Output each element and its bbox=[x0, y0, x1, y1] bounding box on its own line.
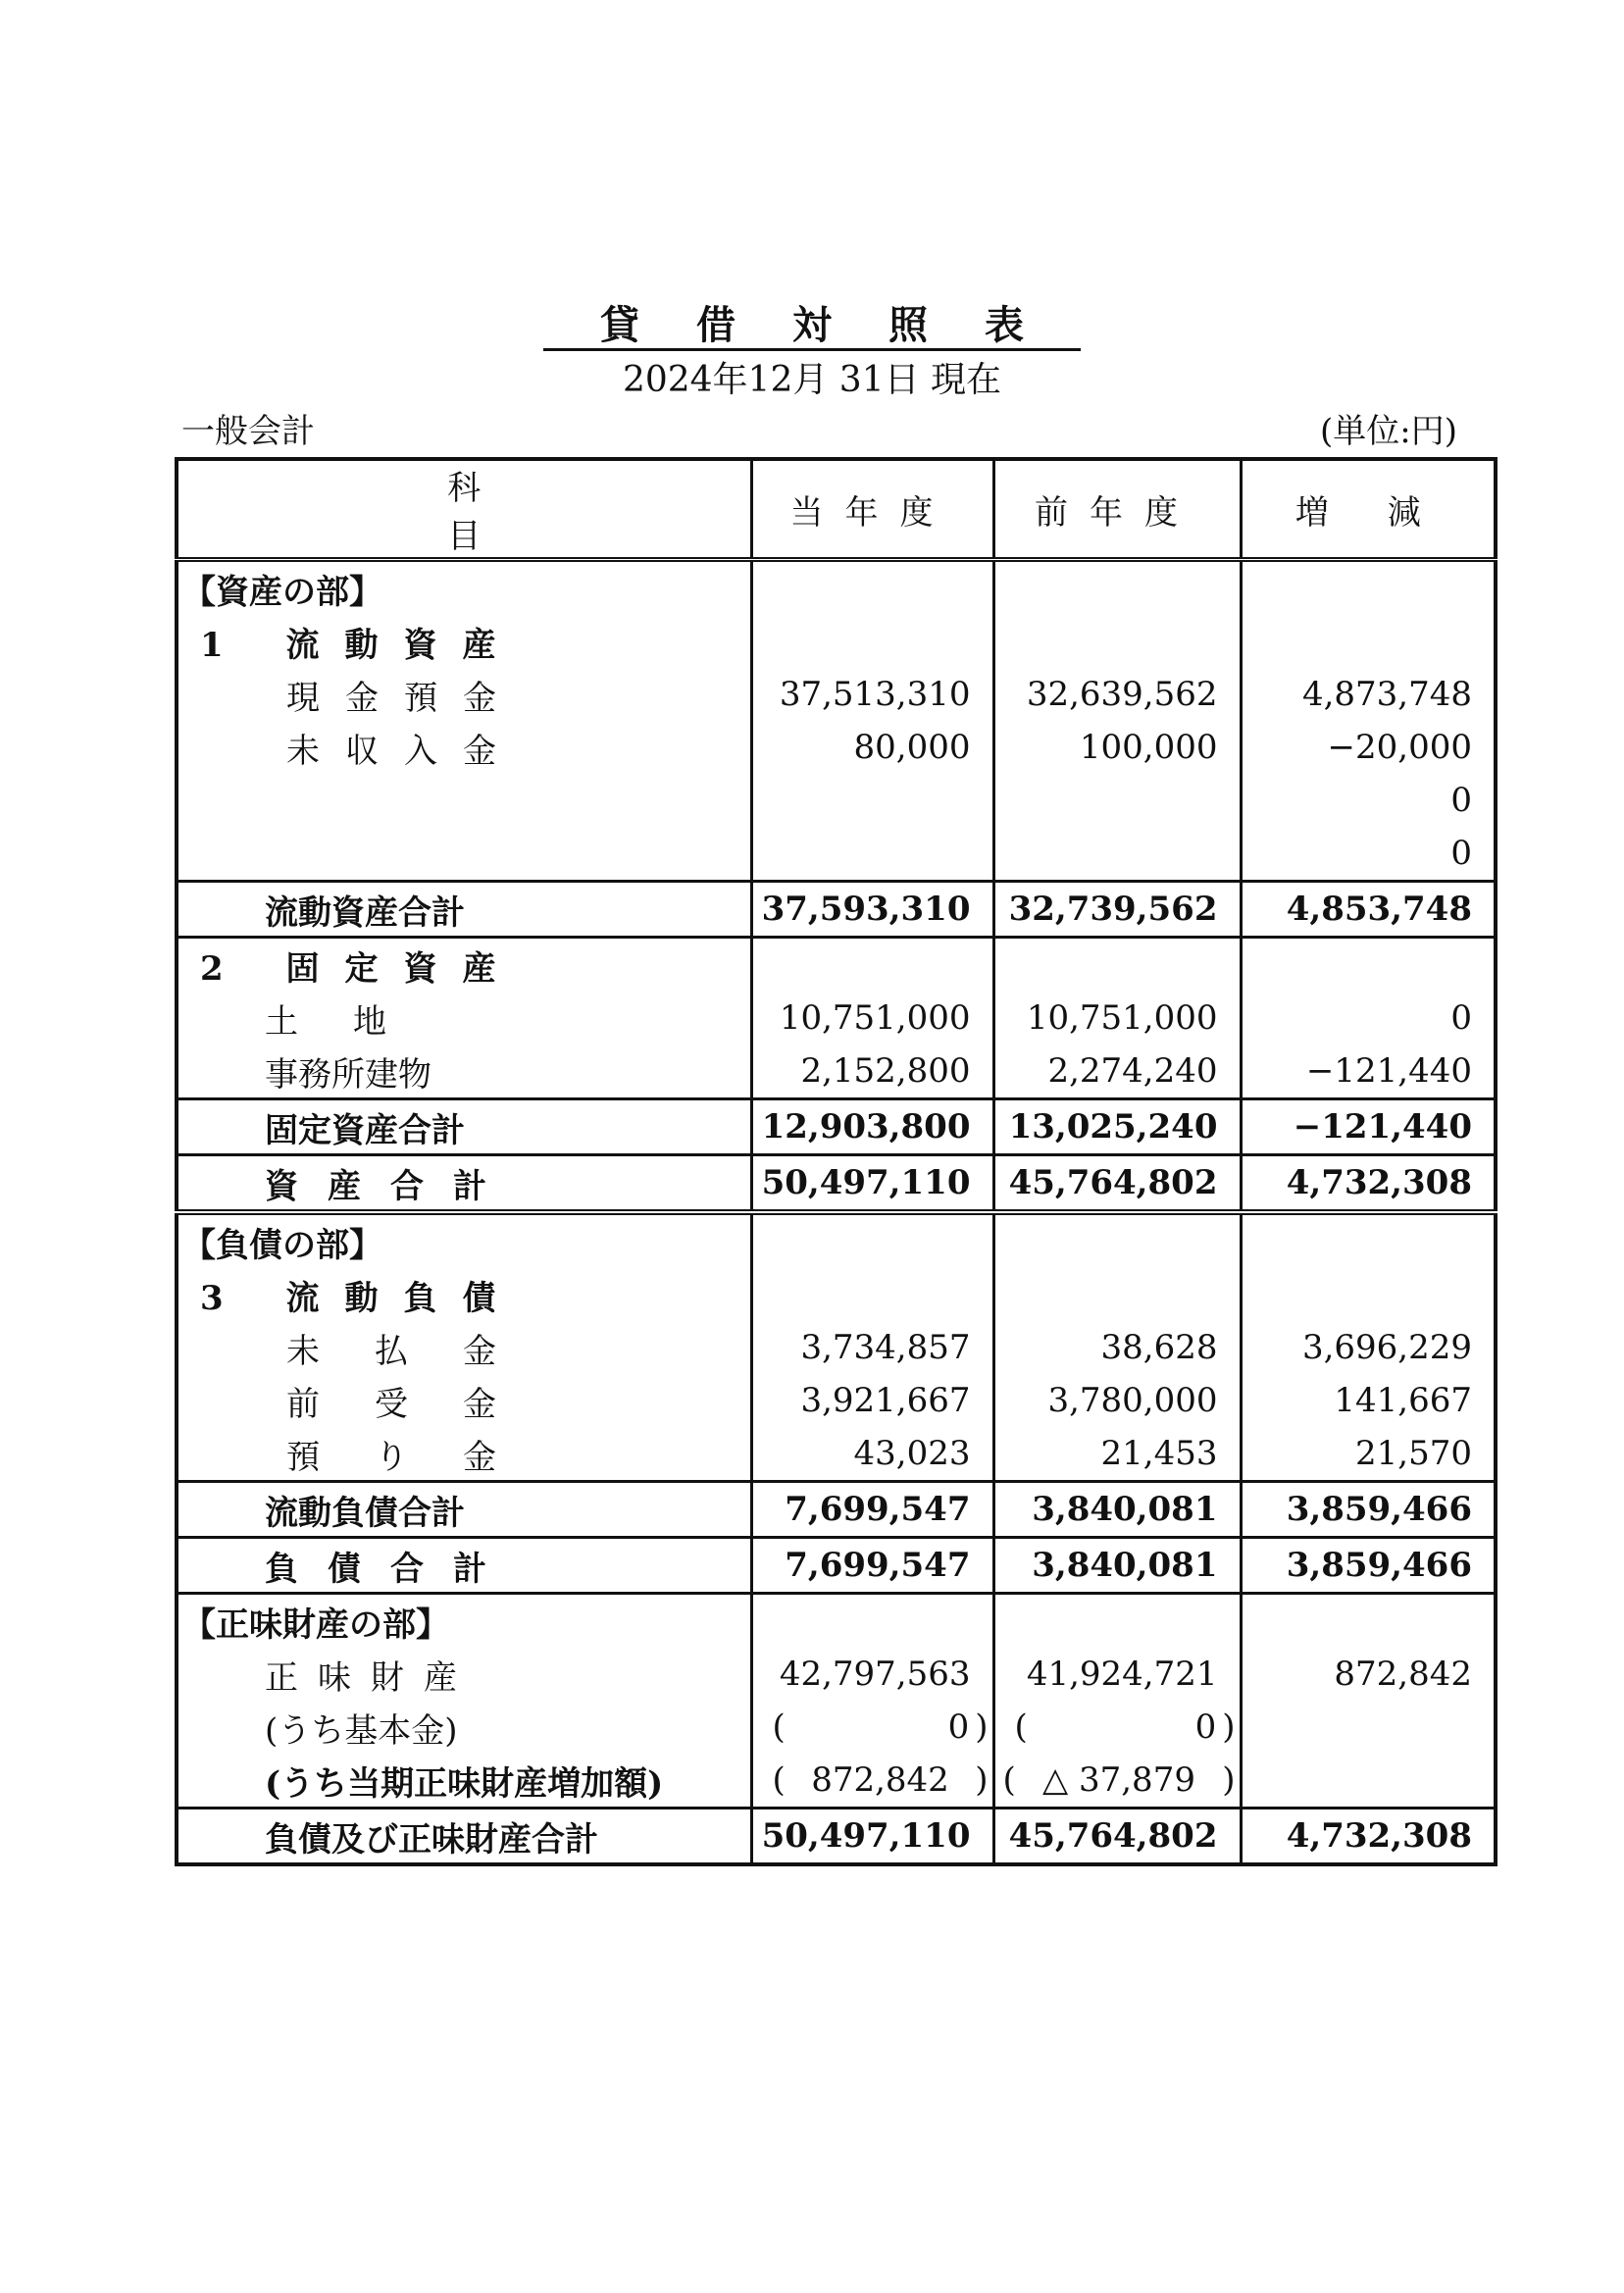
group-label-current-assets: 1 流動資産 bbox=[177, 615, 751, 668]
previous-value: ( 0 ) bbox=[993, 1701, 1241, 1754]
item-name bbox=[177, 774, 751, 827]
column-header-current: 当年度 bbox=[751, 459, 993, 560]
previous-value: 3,840,081 bbox=[993, 1482, 1241, 1538]
table-header-row bbox=[177, 459, 1496, 560]
table-row bbox=[177, 827, 1496, 882]
group-row bbox=[177, 938, 1496, 993]
change-value: 4,732,308 bbox=[1241, 1809, 1496, 1865]
grand-total-row bbox=[177, 1809, 1496, 1865]
table-row bbox=[177, 1648, 1496, 1701]
item-name: 事務所建物 bbox=[177, 1045, 751, 1099]
current-value: 7,699,547 bbox=[751, 1538, 993, 1594]
subtotal-label: 流動負債合計 bbox=[177, 1482, 751, 1538]
previous-value: 41,924,721 bbox=[993, 1648, 1241, 1701]
change-value: 4,732,308 bbox=[1241, 1155, 1496, 1213]
table-row bbox=[177, 668, 1496, 721]
previous-value: 21,453 bbox=[993, 1427, 1241, 1482]
document-title: 貸借対照表 bbox=[0, 301, 1624, 351]
column-header-item: 科目 bbox=[177, 459, 751, 560]
change-value: −121,440 bbox=[1241, 1099, 1496, 1155]
current-value: 43,023 bbox=[751, 1427, 993, 1482]
current-value: ( 872,842 ) bbox=[751, 1754, 993, 1809]
previous-value: 13,025,240 bbox=[993, 1099, 1241, 1155]
subtotal-label: 固定資産合計 bbox=[177, 1099, 751, 1155]
item-name: 預り金 bbox=[177, 1427, 751, 1482]
current-value: 3,921,667 bbox=[751, 1374, 993, 1427]
report-date: 2024年12月 31日 現在 bbox=[622, 360, 1002, 400]
column-header-previous: 前年度 bbox=[993, 459, 1241, 560]
total-row bbox=[177, 1155, 1496, 1213]
group-row bbox=[177, 615, 1496, 668]
item-name: (うち当期正味財産増加額) bbox=[177, 1754, 751, 1809]
table-row bbox=[177, 1427, 1496, 1482]
table-row bbox=[177, 774, 1496, 827]
table-row bbox=[177, 1045, 1496, 1099]
previous-value: 2,274,240 bbox=[993, 1045, 1241, 1099]
section-label-net-assets: 【正味財産の部】 bbox=[177, 1594, 751, 1649]
balance-sheet-table bbox=[175, 457, 1497, 1866]
current-value: 50,497,110 bbox=[751, 1809, 993, 1865]
total-label: 資産合計 bbox=[177, 1155, 751, 1213]
table-row bbox=[177, 992, 1496, 1045]
current-value: 10,751,000 bbox=[751, 992, 993, 1045]
table-row bbox=[177, 1701, 1496, 1754]
current-value: 80,000 bbox=[751, 721, 993, 774]
current-value bbox=[751, 774, 993, 827]
previous-value: 10,751,000 bbox=[993, 992, 1241, 1045]
current-value bbox=[751, 827, 993, 882]
previous-value: ( △ 37,879 ) bbox=[993, 1754, 1241, 1809]
item-name: (うち基本金) bbox=[177, 1701, 751, 1754]
change-value: 141,667 bbox=[1241, 1374, 1496, 1427]
current-value: 7,699,547 bbox=[751, 1482, 993, 1538]
group-label-fixed-assets: 2 固定資産 bbox=[177, 938, 751, 993]
change-value: 872,842 bbox=[1241, 1648, 1496, 1701]
previous-value bbox=[993, 774, 1241, 827]
change-value: 3,696,229 bbox=[1241, 1321, 1496, 1374]
column-header-change: 増減 bbox=[1241, 459, 1496, 560]
item-name bbox=[177, 827, 751, 882]
total-row bbox=[177, 1538, 1496, 1594]
current-value: 50,497,110 bbox=[751, 1155, 993, 1213]
table-row bbox=[177, 1754, 1496, 1809]
change-value: −121,440 bbox=[1241, 1045, 1496, 1099]
change-value: 21,570 bbox=[1241, 1427, 1496, 1482]
table-row bbox=[177, 721, 1496, 774]
subtotal-row bbox=[177, 1482, 1496, 1538]
subtotal-row bbox=[177, 882, 1496, 938]
change-value: 0 bbox=[1241, 827, 1496, 882]
current-value: 2,152,800 bbox=[751, 1045, 993, 1099]
item-name: 未収入金 bbox=[177, 721, 751, 774]
current-value: 37,513,310 bbox=[751, 668, 993, 721]
group-row bbox=[177, 1268, 1496, 1321]
section-row bbox=[177, 1594, 1496, 1649]
total-label: 負債及び正味財産合計 bbox=[177, 1809, 751, 1865]
current-value: 12,903,800 bbox=[751, 1099, 993, 1155]
item-name: 未払金 bbox=[177, 1321, 751, 1374]
section-label-liabilities: 【負債の部】 bbox=[177, 1212, 751, 1268]
current-value: 3,734,857 bbox=[751, 1321, 993, 1374]
previous-value: 32,639,562 bbox=[993, 668, 1241, 721]
change-value: 4,853,748 bbox=[1241, 882, 1496, 938]
previous-value: 32,739,562 bbox=[993, 882, 1241, 938]
change-value: −20,000 bbox=[1241, 721, 1496, 774]
subtotal-row bbox=[177, 1099, 1496, 1155]
previous-value: 45,764,802 bbox=[993, 1809, 1241, 1865]
item-name: 前受金 bbox=[177, 1374, 751, 1427]
previous-value: 45,764,802 bbox=[993, 1155, 1241, 1213]
table-row bbox=[177, 1374, 1496, 1427]
subtotal-label: 流動資産合計 bbox=[177, 882, 751, 938]
total-label: 負債合計 bbox=[177, 1538, 751, 1594]
change-value: 0 bbox=[1241, 992, 1496, 1045]
previous-value: 38,628 bbox=[993, 1321, 1241, 1374]
group-label-current-liabilities: 3 流動負債 bbox=[177, 1268, 751, 1321]
item-name: 正味財産 bbox=[177, 1648, 751, 1701]
previous-value bbox=[993, 827, 1241, 882]
previous-value: 3,780,000 bbox=[993, 1374, 1241, 1427]
table-row bbox=[177, 1321, 1496, 1374]
change-value: 3,859,466 bbox=[1241, 1538, 1496, 1594]
current-value: 37,593,310 bbox=[751, 882, 993, 938]
change-value: 0 bbox=[1241, 774, 1496, 827]
unit-label: (単位:円) bbox=[1320, 412, 1457, 451]
section-row bbox=[177, 560, 1496, 616]
item-name: 現金預金 bbox=[177, 668, 751, 721]
current-value: ( 0 ) bbox=[751, 1701, 993, 1754]
previous-value: 100,000 bbox=[993, 721, 1241, 774]
change-value: 3,859,466 bbox=[1241, 1482, 1496, 1538]
current-value: 42,797,563 bbox=[751, 1648, 993, 1701]
previous-value: 3,840,081 bbox=[993, 1538, 1241, 1594]
account-type: 一般会計 bbox=[181, 412, 315, 451]
change-value: 4,873,748 bbox=[1241, 668, 1496, 721]
section-label-assets: 【資産の部】 bbox=[177, 560, 751, 616]
section-row bbox=[177, 1212, 1496, 1268]
item-name: 土地 bbox=[177, 992, 751, 1045]
